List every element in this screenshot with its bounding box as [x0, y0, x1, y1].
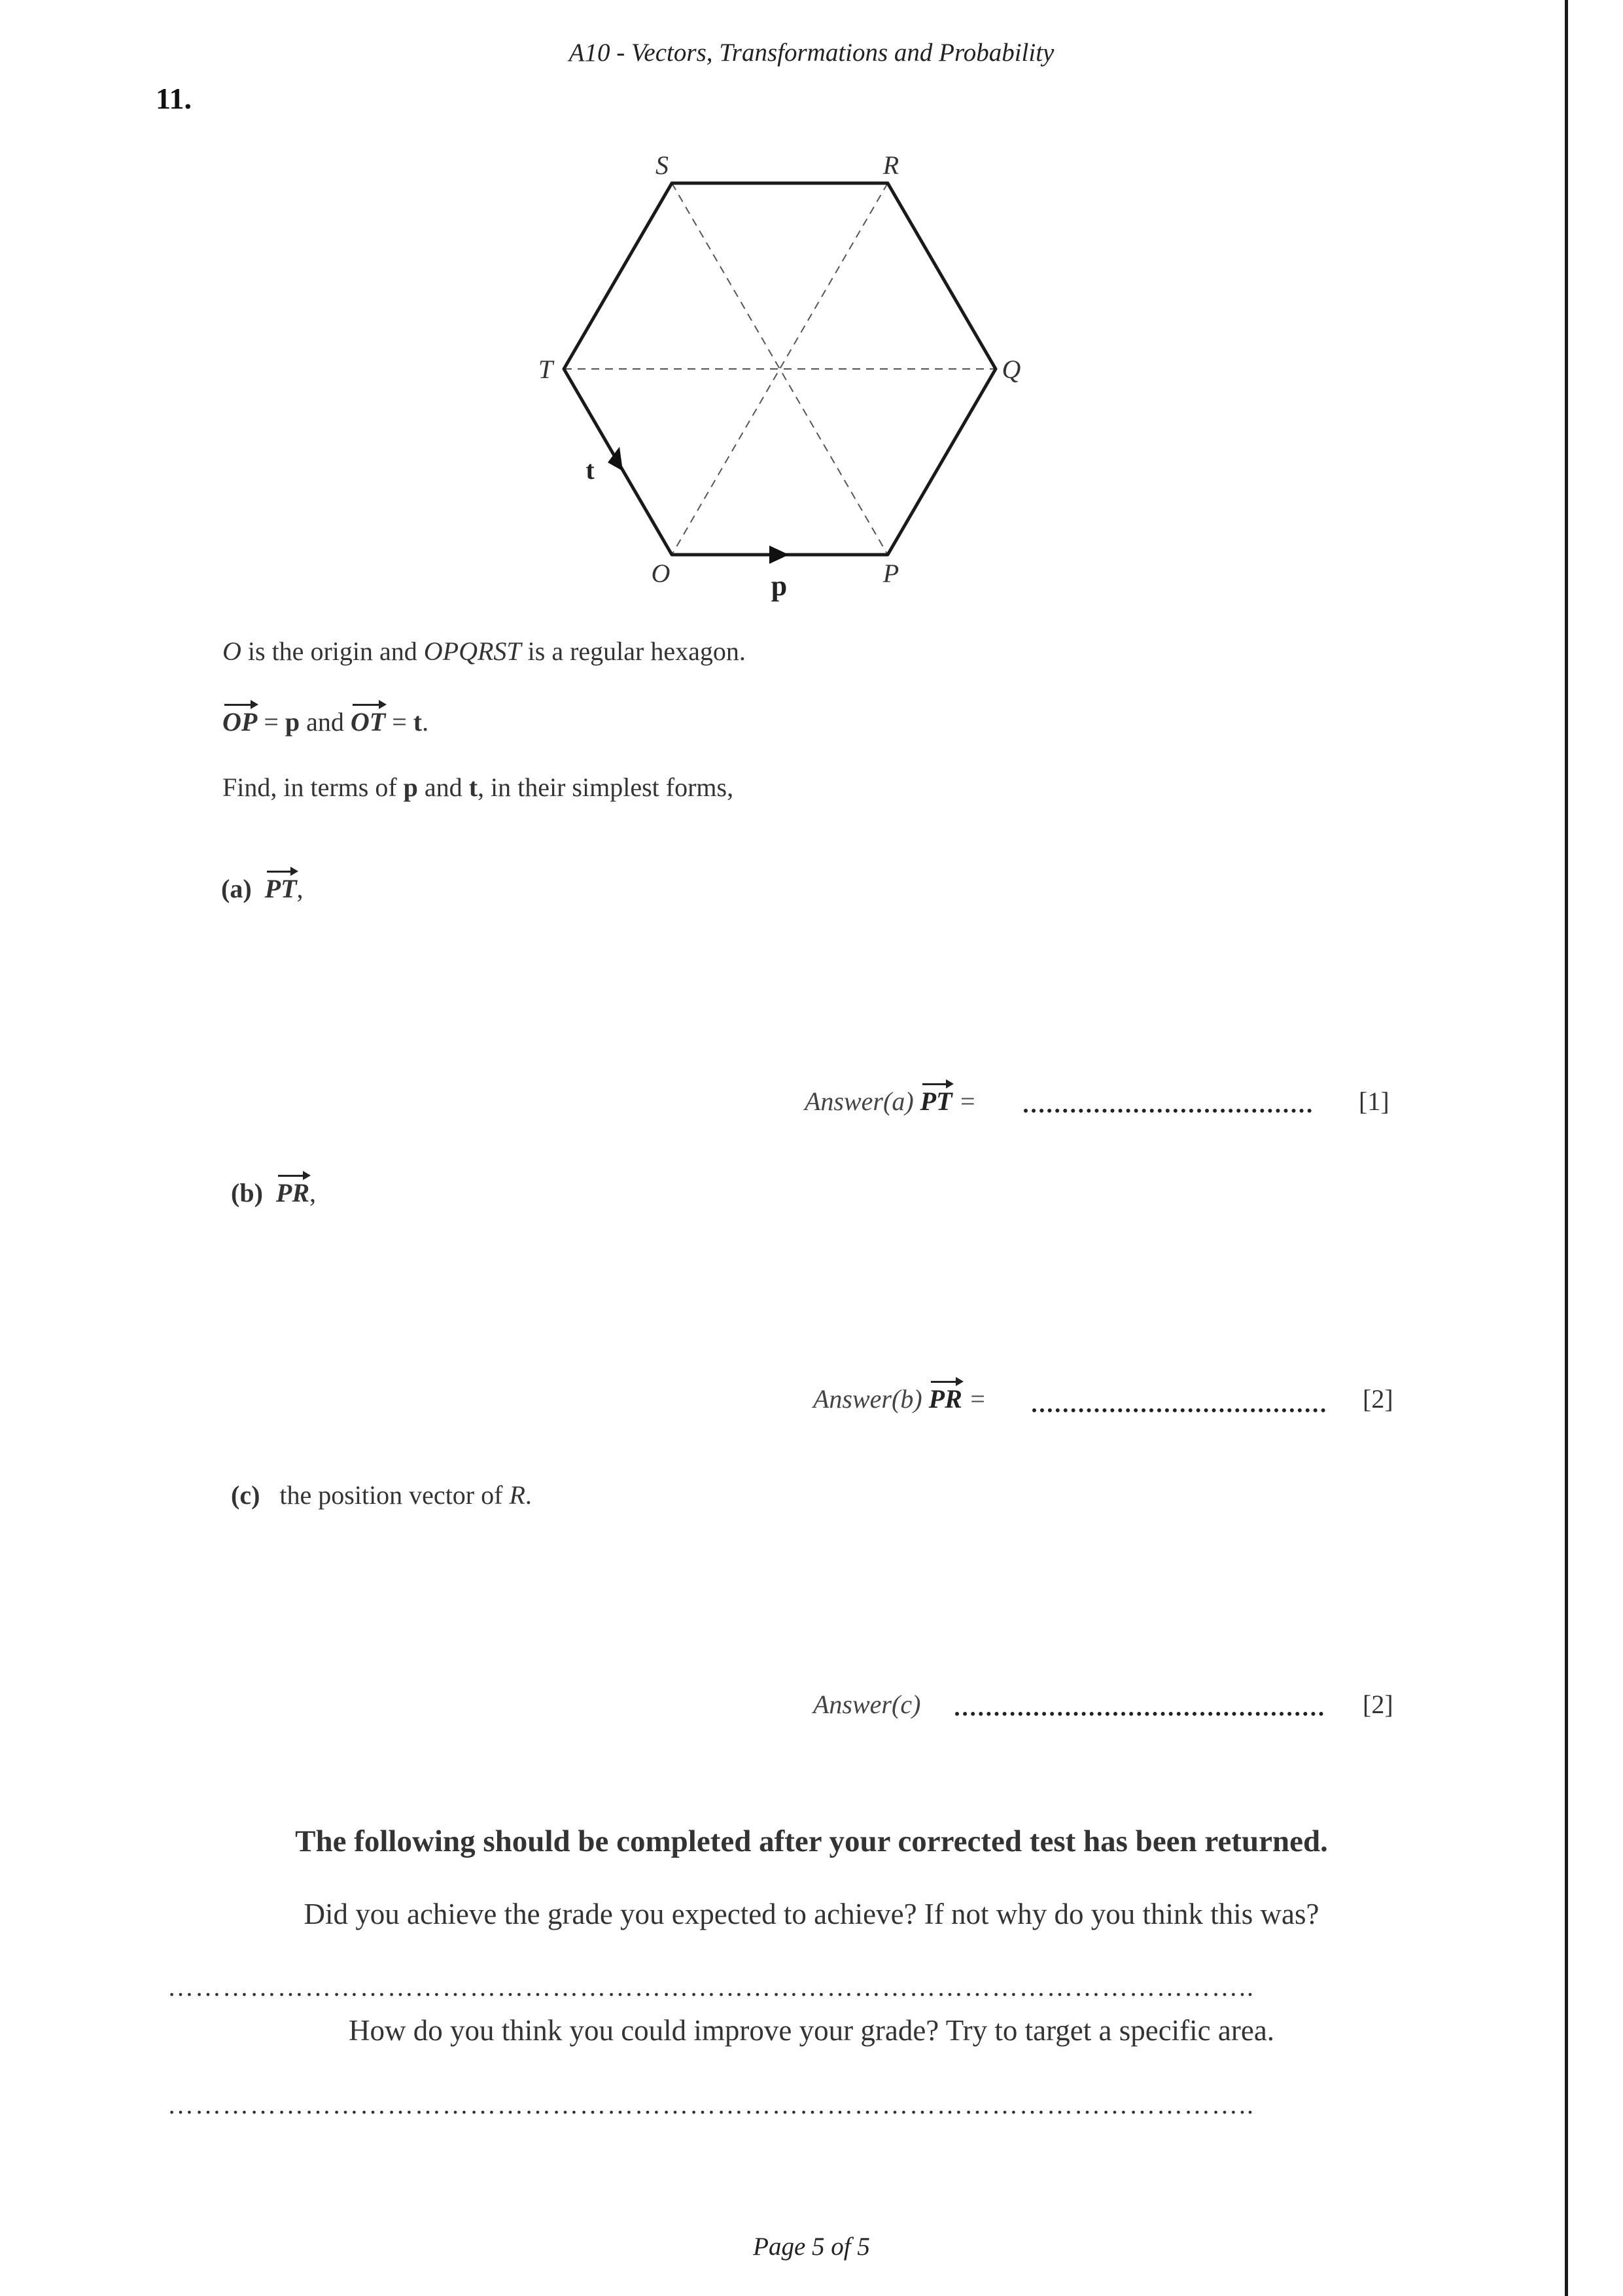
part-c-text: the position vector of: [279, 1480, 510, 1510]
part-b-vector: PR: [275, 1178, 310, 1208]
answer-a-marks: [1]: [1359, 1087, 1389, 1116]
question-number: 11.: [156, 82, 192, 115]
part-c-r: R: [509, 1480, 525, 1510]
intro-text-2: is a regular hexagon.: [521, 636, 746, 666]
find-text-1: Find, in terms of: [222, 773, 404, 802]
part-a: [221, 873, 304, 904]
equals-2: =: [385, 707, 413, 737]
find-instruction: [222, 772, 733, 803]
part-b: [231, 1177, 316, 1208]
arrow-p-icon: [769, 546, 789, 564]
answer-b-label: Answer(b) PR =: [813, 1384, 986, 1414]
vertex-label-r: R: [882, 150, 899, 180]
part-b-suffix: ,: [309, 1178, 317, 1208]
find-text-2: , in their simplest forms,: [478, 773, 734, 802]
part-a-vector: PT: [264, 874, 297, 903]
reflection-question-1: Did you achieve the grade you expected to achieve? If not why do you think this was?: [304, 1898, 1319, 1930]
vertex-label-o: O: [651, 559, 671, 588]
reflection-heading: The following should be completed after your corrected test has been returned.: [295, 1824, 1328, 1858]
and-word: and: [300, 707, 351, 737]
vertex-label-s: S: [655, 150, 669, 180]
equals-1: =: [257, 707, 285, 737]
period: .: [422, 707, 429, 737]
hexagon-diagram: [510, 141, 1047, 612]
answer-c-label: Answer(c): [813, 1690, 921, 1719]
answer-a-vector: PT: [920, 1087, 952, 1116]
answer-b-marks: [2]: [1363, 1384, 1393, 1414]
origin-label: O: [222, 636, 241, 666]
vector-op: OP: [222, 707, 258, 737]
intro-text-1: is the origin and: [241, 636, 424, 666]
vector-t: t: [413, 707, 423, 737]
page-right-border: [1565, 0, 1568, 2296]
intro-line: [222, 636, 746, 667]
page-footer: Page 5 of 5: [753, 2233, 870, 2261]
vertex-label-q: Q: [1002, 355, 1021, 384]
hexagon-name: OPQRST: [423, 636, 521, 666]
reflection-question-2: How do you think you could improve your grade? Try to target a specific area.: [348, 2014, 1275, 2047]
find-t: t: [468, 773, 478, 802]
part-a-suffix: ,: [296, 874, 304, 903]
vector-label-p: p: [771, 570, 788, 602]
vector-ot: OT: [350, 707, 386, 737]
hexagon-diagonals: [564, 183, 996, 555]
vector-p: p: [285, 707, 300, 737]
answer-b-vector: PR: [928, 1384, 962, 1414]
vertex-label-t: T: [538, 355, 553, 384]
part-b-label: (b): [231, 1178, 263, 1208]
vector-label-t: t: [585, 455, 595, 485]
hexagon-outline: [564, 183, 996, 555]
find-and: and: [417, 773, 469, 802]
part-c: [231, 1480, 532, 1510]
find-p: p: [403, 773, 418, 802]
answer-c-marks: [2]: [1363, 1690, 1393, 1719]
reflection-answer-2[interactable]: ………………………………………………………………………………………………………..: [167, 2090, 1255, 2119]
part-a-label: (a): [221, 874, 252, 903]
answer-b-input[interactable]: [1032, 1408, 1325, 1412]
vectors-definition-line: [222, 706, 428, 737]
vertex-label-p: P: [882, 559, 899, 588]
answer-c-input[interactable]: [955, 1712, 1323, 1716]
part-c-suffix: .: [525, 1480, 532, 1510]
page-header: A10 - Vectors, Transformations and Probability: [568, 39, 1055, 67]
reflection-answer-1[interactable]: ………………………………………………………………………………………………………..: [167, 1972, 1255, 2002]
part-c-label: (c): [231, 1480, 260, 1510]
answer-a-label: Answer(a) PT =: [805, 1087, 977, 1116]
answer-a-input[interactable]: [1024, 1109, 1312, 1113]
